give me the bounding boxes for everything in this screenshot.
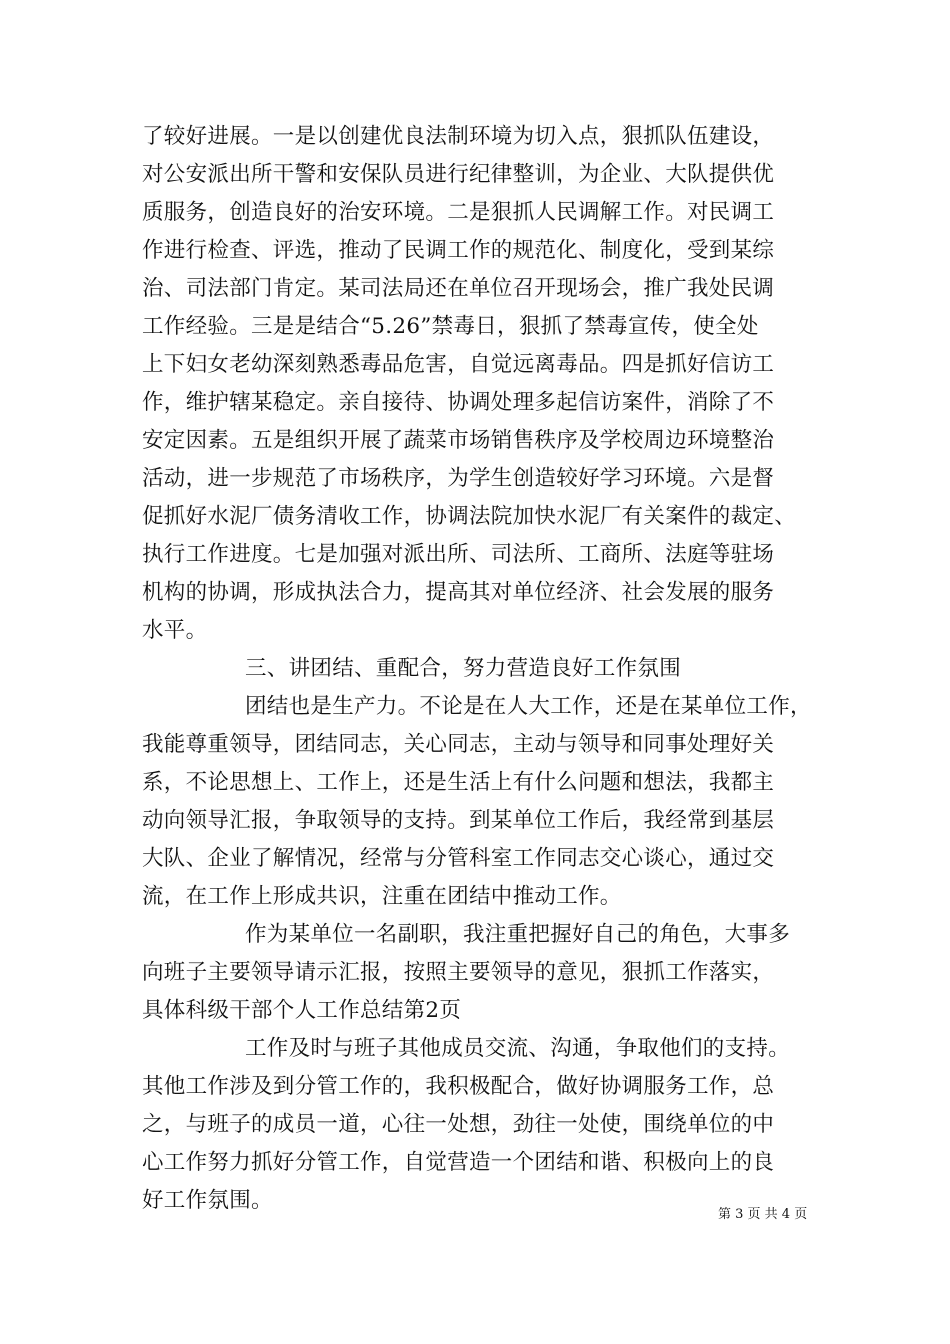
- paragraph-line: 好工作氛围。: [142, 1188, 273, 1213]
- page-number-footer: 第 3 页 共 4 页: [718, 1207, 808, 1222]
- paragraph-line: 具体科级干部个人工作总结第2页: [142, 998, 462, 1023]
- paragraph-line: 向班子主要领导请示汇报，按照主要领导的意见，狠抓工作落实，: [142, 960, 775, 985]
- paragraph-line: 活动，进一步规范了市场秩序，为学生创造较好学习环境。六是督: [142, 466, 775, 491]
- section-heading: 三、讲团结、重配合，努力营造良好工作氛围: [245, 656, 682, 681]
- paragraph-line: 我能尊重领导，团结同志，关心同志，主动与领导和同事处理好关: [142, 732, 775, 757]
- paragraph-line: 心工作努力抓好分管工作，自觉营造一个团结和谐、积极向上的良: [142, 1150, 775, 1175]
- paragraph-line: 安定因素。五是组织开展了蔬菜市场销售秩序及学校周边环境整治: [142, 428, 775, 453]
- paragraph-line: 质服务，创造良好的治安环境。二是狠抓人民调解工作。对民调工: [142, 200, 775, 225]
- paragraph-line: 促抓好水泥厂债务清收工作，协调法院加快水泥厂有关案件的裁定、: [142, 504, 797, 529]
- paragraph-line: 水平。: [142, 618, 208, 643]
- paragraph-line: 工作及时与班子其他成员交流、沟通，争取他们的支持。: [245, 1036, 791, 1061]
- paragraph-line: 治、司法部门肯定。某司法局还在单位召开现场会，推广我处民调: [142, 276, 775, 301]
- paragraph-line: 流，在工作上形成共识，注重在团结中推动工作。: [142, 884, 622, 909]
- paragraph-line: 对公安派出所干警和安保队员进行纪律整训，为企业、大队提供优: [142, 162, 775, 187]
- paragraph-line: 作为某单位一名副职，我注重把握好自己的角色，大事多: [245, 922, 791, 947]
- paragraph-line: 机构的协调，形成执法合力，提高其对单位经济、社会发展的服务: [142, 580, 775, 605]
- paragraph-line: 系，不论思想上、工作上，还是生活上有什么问题和想法，我都主: [142, 770, 775, 795]
- paragraph-line: 之，与班子的成员一道，心往一处想，劲往一处使，围绕单位的中: [142, 1112, 775, 1137]
- paragraph-line: 团结也是生产力。不论是在人大工作，还是在某单位工作，: [245, 694, 812, 719]
- paragraph-line: 其他工作涉及到分管工作的，我积极配合，做好协调服务工作，总: [142, 1074, 775, 1099]
- paragraph-line: 动向领导汇报，争取领导的支持。到某单位工作后，我经常到基层: [142, 808, 775, 833]
- paragraph-line: 作，维护辖某稳定。亲自接待、协调处理多起信访案件，消除了不: [142, 390, 775, 415]
- paragraph-line: 大队、企业了解情况，经常与分管科室工作同志交心谈心，通过交: [142, 846, 775, 871]
- paragraph-line: 了较好进展。一是以创建优良法制环境为切入点，狠抓队伍建设，: [142, 124, 775, 149]
- paragraph-line: 上下妇女老幼深刻熟悉毒品危害，自觉远离毒品。四是抓好信访工: [142, 352, 775, 377]
- paragraph-line: 执行工作进度。七是加强对派出所、司法所、工商所、法庭等驻场: [142, 542, 775, 567]
- paragraph-line: 作进行检查、评选，推动了民调工作的规范化、制度化，受到某综: [142, 238, 775, 263]
- paragraph-line: 工作经验。三是是结合“5.26”禁毒日，狠抓了禁毒宣传，使全处: [142, 314, 759, 339]
